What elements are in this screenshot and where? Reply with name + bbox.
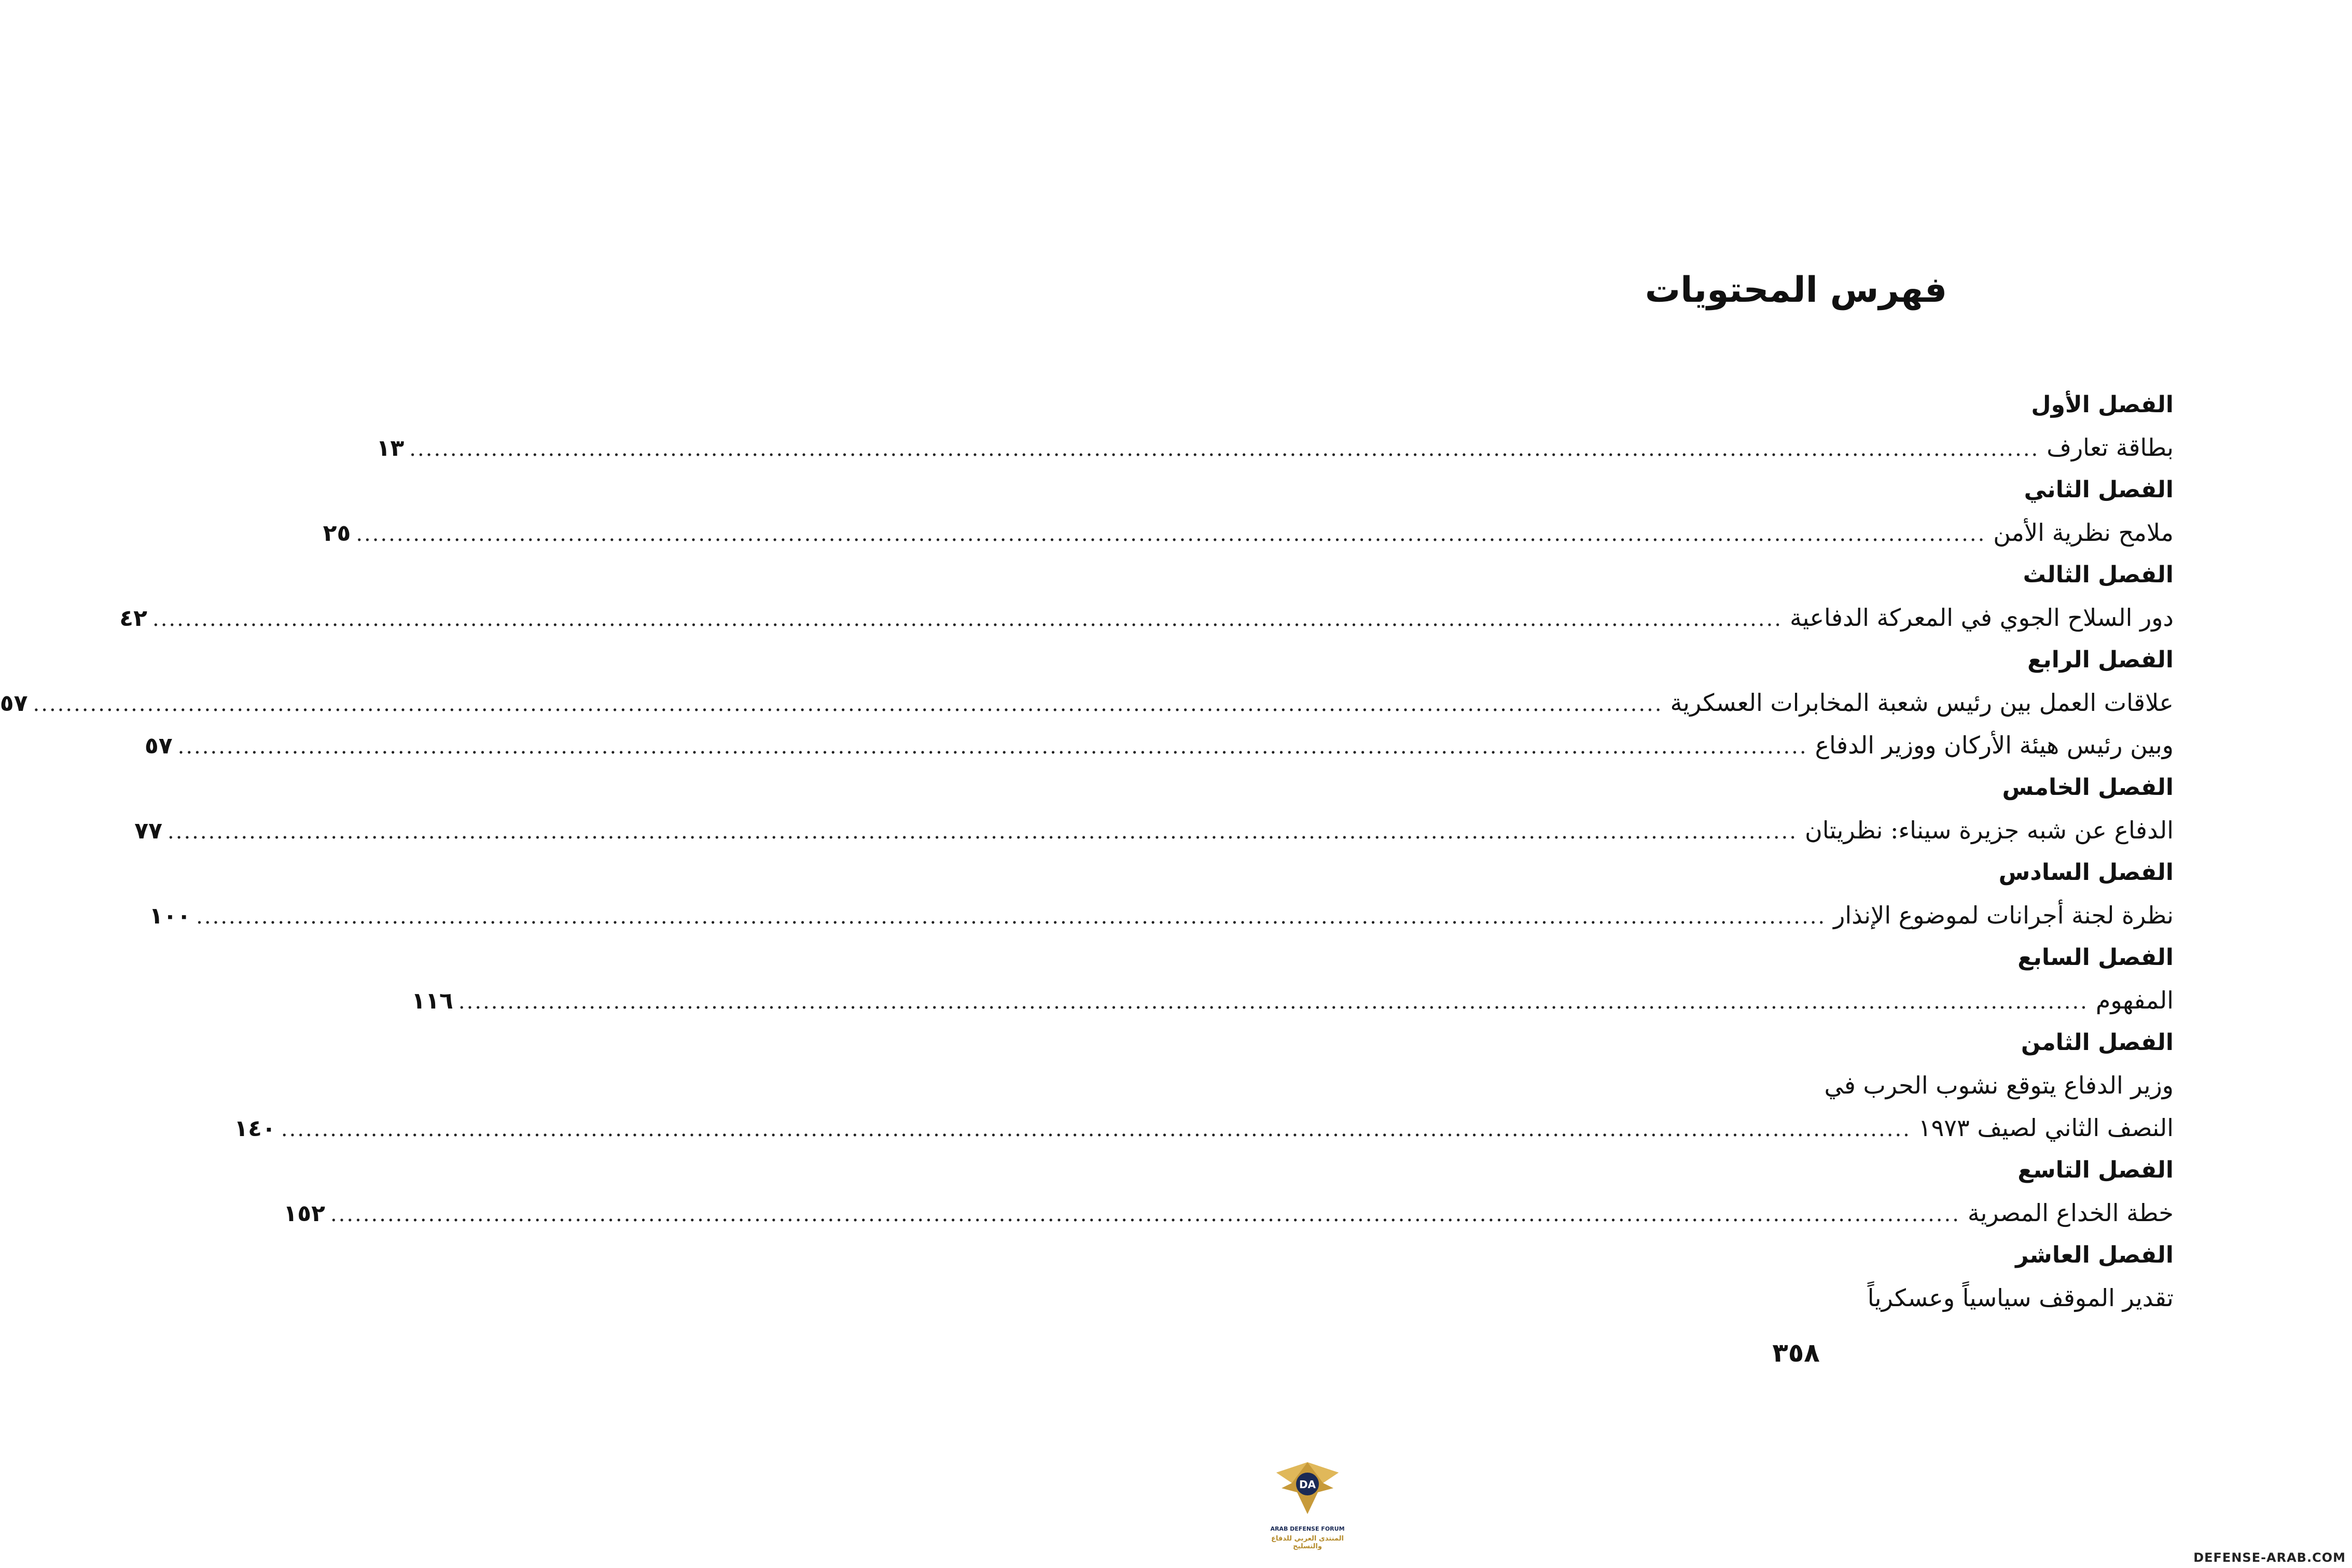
forum-logo	[1261, 1452, 1345, 1556]
toc-entry-page: ١٥٢	[283, 1200, 325, 1227]
toc-entry-page: ٢٥	[323, 520, 351, 547]
toc-entry-line[interactable]: وزير الدفاع يتوقع نشوب الحرب في	[1824, 1071, 2174, 1099]
chapter-heading: الفصل الثامن	[2021, 1029, 2174, 1056]
chapter-heading: الفصل الثاني	[2024, 477, 2174, 503]
toc-entry[interactable]	[119, 594, 2174, 641]
toc-entry-title: بطاقة تعارف	[2047, 433, 2174, 461]
chapter-heading: الفصل الرابع	[2027, 647, 2174, 673]
toc-entry-page: ١١٦	[411, 988, 453, 1014]
logo-name-en: ARAB DEFENSE FORUM	[1270, 1525, 1345, 1532]
toc-entry-page: ١٠٠	[149, 903, 191, 929]
dot-leader: ........................................................................................................................................................................................................	[168, 820, 1798, 844]
logo-name-ar: المنتدى العربي للدفاع والتسليح	[1271, 1535, 1344, 1550]
toc-entry-page: ٤٢	[119, 605, 147, 632]
toc-entry-title: دور السلاح الجوي في المعركة الدفاعية	[1789, 604, 2174, 632]
dot-leader: ........................................................................................................................................................................................................	[356, 522, 1986, 546]
chapter-heading: الفصل الخامس	[2002, 774, 2174, 801]
toc-entry[interactable]	[149, 892, 2174, 939]
toc-entry[interactable]	[283, 1189, 2174, 1236]
toc-entry-title: خطة الخداع المصرية	[1967, 1199, 2174, 1227]
toc-entry-title: وبين رئيس هيئة الأركان ووزير الدفاع	[1815, 731, 2174, 759]
chapter-heading: الفصل العاشر	[2015, 1242, 2174, 1268]
toc-entry[interactable]	[234, 1104, 2174, 1151]
toc-entry-page: ٧٧	[134, 818, 163, 844]
chapter-heading: الفصل التاسع	[2017, 1157, 2174, 1183]
toc-entry-title: النصف الثاني لصيف ١٩٧٣	[1918, 1114, 2174, 1142]
dot-leader: ........................................................................................................................................................................................................	[458, 990, 2089, 1014]
toc-entry-page: ٥٧	[0, 690, 28, 717]
dot-leader: ........................................................................................................................................................................................................	[330, 1202, 1960, 1226]
toc-entry-title: نظرة لجنة أجرانات لموضوع الإنذار	[1833, 901, 2174, 929]
dot-leader: ........................................................................................................................................................................................................	[281, 1117, 1911, 1141]
chapter-heading: الفصل الأول	[2031, 391, 2174, 418]
page-number: ٣٥٨	[1772, 1338, 1820, 1368]
dot-leader: ........................................................................................................................................................................................................	[152, 607, 1783, 631]
toc-entry-title: علاقات العمل بين رئيس شعبة المخابرات العسكرية	[1670, 689, 2174, 717]
dot-leader: ........................................................................................................................................................................................................	[177, 735, 1808, 759]
toc-entry[interactable]	[323, 509, 2174, 556]
logo-abbr: DA	[1299, 1478, 1316, 1491]
watermark: DEFENSE-ARAB.COM	[2193, 1550, 2346, 1565]
toc-entry-page: ٥٧	[144, 733, 173, 759]
toc-entry[interactable]	[411, 977, 2174, 1024]
toc-entry-line[interactable]: تقدير الموقف سياسياً وعسكرياً	[1867, 1284, 2174, 1312]
toc-entry-title: ملامح نظرية الأمن	[1993, 519, 2174, 547]
eagle-icon	[1261, 1452, 1354, 1524]
toc-entry-title: الدفاع عن شبه جزيرة سيناء: نظريتان	[1804, 816, 2174, 844]
toc-entry[interactable]	[144, 722, 2174, 768]
dot-leader: ........................................................................................................................................................................................................	[33, 692, 1663, 716]
toc-title: فهرس المحتويات	[1645, 270, 1947, 311]
dot-leader: ........................................................................................................................................................................................................	[196, 905, 1827, 929]
toc-entry[interactable]	[134, 807, 2174, 853]
toc-entry[interactable]	[376, 424, 2174, 471]
dot-leader: ........................................................................................................................................................................................................	[409, 437, 2040, 461]
chapter-heading: الفصل السابع	[2017, 944, 2174, 971]
chapter-heading: الفصل السادس	[1998, 859, 2174, 886]
toc-entry[interactable]	[0, 679, 2174, 726]
toc-entry-page: ١٤٠	[234, 1115, 276, 1142]
toc-entry-page: ١٣	[376, 435, 405, 461]
chapter-heading: الفصل الثالث	[2023, 562, 2174, 588]
toc-entry-title: المفهوم	[2095, 986, 2174, 1014]
